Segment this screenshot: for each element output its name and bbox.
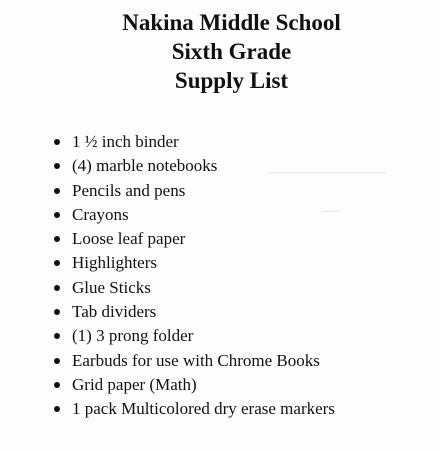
list-item (52, 130, 432, 154)
scan-artifact (268, 172, 386, 173)
list-item (52, 203, 432, 227)
list-item (52, 373, 432, 397)
list-item-text: Grid paper (Math) (72, 374, 197, 394)
bullet-icon (54, 212, 60, 218)
school-name: Nakina Middle School (122, 10, 341, 35)
list-item-text: (4) marble notebooks (72, 156, 218, 176)
list-item-text: Loose leaf paper (72, 229, 186, 249)
list-item-text: 1 ½ inch binder (72, 132, 179, 151)
list-item (52, 227, 432, 251)
list-item-text: Earbuds for use with Chrome Books (72, 350, 320, 370)
bullet-icon (54, 260, 60, 266)
list-item-text: Glue Sticks (72, 277, 151, 297)
list-title: Supply List (174, 68, 289, 93)
document-heading (0, 8, 441, 95)
list-item (52, 349, 432, 373)
list-item-text: (1) 3 prong folder (72, 326, 194, 346)
list-item-text: Pencils and pens (72, 180, 186, 200)
bullet-icon (54, 406, 60, 412)
bullet-icon (54, 358, 60, 364)
list-item-text: Highlighters (72, 253, 157, 273)
list-item (52, 397, 432, 421)
list-item (52, 251, 432, 275)
bullet-icon (54, 163, 60, 169)
list-item (52, 179, 432, 203)
scan-artifact (322, 211, 340, 212)
bullet-icon (54, 382, 60, 388)
list-item (52, 324, 432, 348)
bullet-icon (54, 309, 60, 315)
list-item-text: Crayons (72, 204, 129, 224)
list-item-text: Tab dividers (72, 302, 157, 322)
supply-list (52, 130, 432, 422)
grade-level: Sixth Grade (171, 39, 292, 64)
list-item (52, 300, 432, 324)
list-item (52, 154, 432, 178)
list-item (52, 276, 432, 300)
bullet-icon (54, 188, 60, 194)
list-item-text: 1 pack Multicolored dry erase markers (72, 399, 335, 419)
bullet-icon (54, 236, 60, 242)
bullet-icon (54, 285, 60, 291)
bullet-icon (54, 333, 60, 339)
bullet-icon (54, 139, 60, 145)
